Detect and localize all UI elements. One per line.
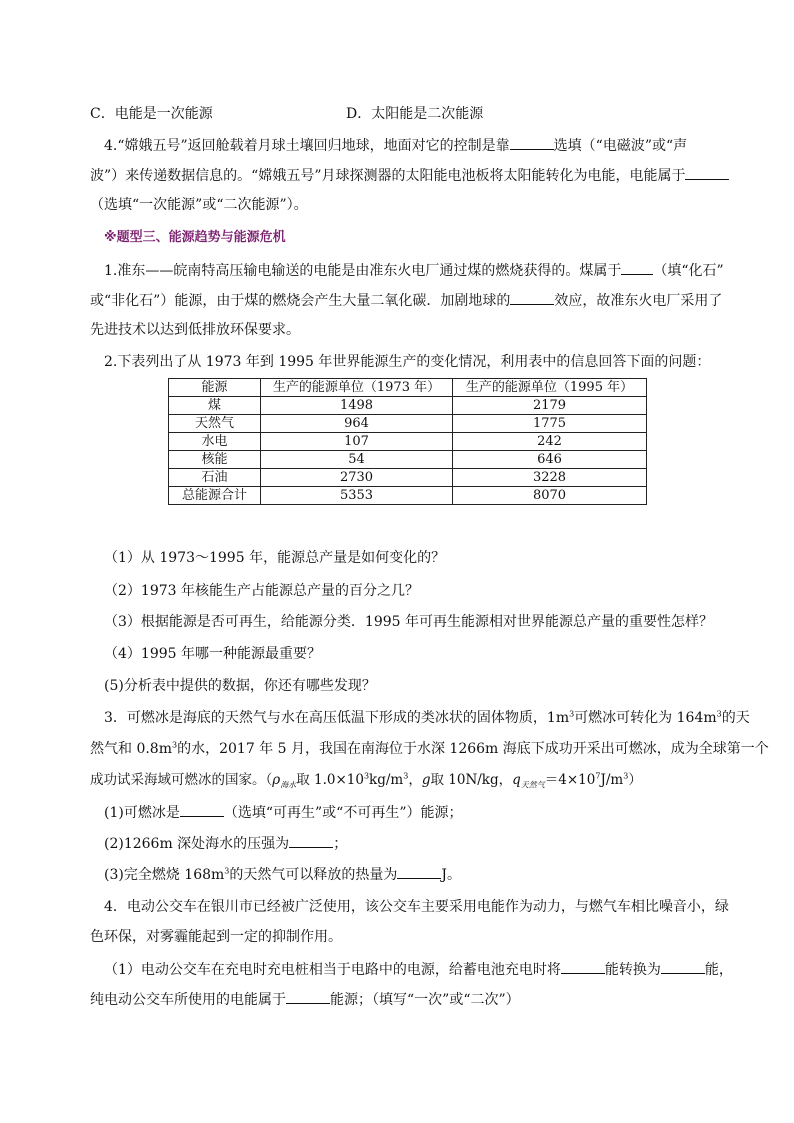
- subscript: 海水: [280, 780, 297, 790]
- table-cell: 1775: [453, 415, 647, 433]
- superscript: 3: [363, 771, 370, 781]
- answer-blank[interactable]: [621, 260, 653, 275]
- q4a-text: （选填“一次能源”或“二次能源”）。: [90, 197, 308, 213]
- q2-sub-text: （1）从 1973～1995 年，能源总产量是如何变化的？: [104, 550, 446, 566]
- q2-intro: [104, 352, 710, 372]
- subscript: 天然气: [520, 780, 545, 790]
- q1-text: 1.准东——皖南特高压输电输送的电能是由准东火电厂通过煤的燃烧获得的。煤属于: [104, 263, 622, 279]
- answer-blank[interactable]: [180, 802, 224, 817]
- table-cell: 总能源合计: [169, 487, 261, 505]
- q2-sub-text: (5)分析表中提供的数据，你还有哪些发现？: [104, 678, 376, 694]
- table-header-cell: 能源: [169, 379, 261, 397]
- option-c: [90, 104, 213, 124]
- q3-text: 的天然气可以释放的热量为: [229, 867, 398, 883]
- table-cell: 2179: [453, 397, 647, 415]
- q4a-text: 选填（“电磁波”或“声: [553, 138, 688, 154]
- table-cell: 107: [261, 433, 453, 451]
- q4b-text: 能源；（填写“一次”或“二次”）: [330, 992, 520, 1008]
- q3-text: 3．可燃冰是海底的天然气与水在高压低温下形成的类冰状的固体物质，1m: [104, 710, 570, 726]
- table-header-row: [169, 379, 647, 397]
- table-row: [169, 433, 647, 451]
- table-row: [169, 451, 647, 469]
- q3-text: 取 1.0×10: [296, 772, 364, 788]
- q2-intro-text: 2.下表列出了从 1973 年到 1995 年世界能源生产的变化情况，利用表中的信息回答下面的问题：: [104, 354, 711, 370]
- table-cell: 964: [261, 415, 453, 433]
- q1-line1: [104, 260, 724, 281]
- q4b-text: 能，: [704, 962, 733, 978]
- table-row: [169, 415, 647, 433]
- q1-line2: [90, 290, 722, 311]
- q3-text: 的天: [721, 710, 750, 726]
- table-cell: 646: [453, 451, 647, 469]
- table-row: [169, 397, 647, 415]
- q3-part2: [104, 833, 347, 854]
- q2-sub1: [104, 548, 445, 568]
- table-header-cell: 生产的能源单位（1973 年）: [261, 379, 453, 397]
- table-cell: 8070: [453, 487, 647, 505]
- q1-line3: [90, 320, 300, 340]
- q3-text: 可燃冰可转化为 164m: [574, 710, 717, 726]
- superscript: 3: [623, 771, 629, 781]
- q4b-sub1: [104, 959, 733, 980]
- q4a-text: 4.“嫦娥五号”返回舱载着月球土壤回归地球，地面对它的控制是靠: [104, 138, 510, 154]
- answer-blank[interactable]: [510, 290, 554, 305]
- q3-text: ；: [333, 836, 348, 852]
- q2-sub5: [104, 676, 376, 696]
- table-cell: 水电: [169, 433, 261, 451]
- answer-blank[interactable]: [661, 959, 705, 974]
- answer-blank[interactable]: [397, 864, 441, 879]
- q2-sub2: [104, 581, 419, 601]
- table-cell: 1498: [261, 397, 453, 415]
- q3-text: ＝4×10: [544, 772, 596, 788]
- q2-sub-text: （3）根据能源是否可再生，给能源分类．1995 年可再生能源相对世界能源总产量的重要性怎样？: [104, 614, 713, 630]
- q4b-line1: [104, 897, 729, 917]
- table-row: [169, 469, 647, 487]
- answer-blank[interactable]: [289, 833, 333, 848]
- section-title-text: ※题型三、能源趋势与能源危机: [104, 230, 286, 245]
- q4b-text: 4．电动公交车在银川市已经被广泛使用，该公交车主要采用电能作为动力，与燃气车相比噪音小，绿: [104, 899, 729, 915]
- q3-text: 的水，2017 年 5 月，我国在南海位于水深 1266m 海底下成功开采出可燃冰，成为全球第一个: [177, 741, 769, 757]
- superscript: 7: [595, 771, 601, 781]
- table-cell: 煤: [169, 397, 261, 415]
- q2-sub4: [104, 644, 321, 664]
- section-title: [104, 228, 286, 248]
- superscript: 3: [716, 709, 722, 719]
- q1-text: 先进技术以达到低排放环保要求。: [90, 322, 300, 338]
- q4a-line3: [90, 195, 308, 215]
- table-row: [169, 487, 647, 505]
- option-d: [346, 104, 483, 124]
- table-cell: 3228: [453, 469, 647, 487]
- q3-text: (3)完全燃烧 168m: [104, 867, 225, 883]
- option-d-text: D．太阳能是二次能源: [346, 106, 484, 122]
- q4b-sub2: [90, 989, 520, 1010]
- rho-symbol: ρ: [272, 772, 281, 788]
- g-symbol: g: [421, 772, 431, 788]
- q3-text: 取 10N/kg，: [430, 772, 513, 788]
- q3-text: ）: [628, 772, 642, 788]
- q1-text: 或“非化石”）能源，由于煤的燃烧会产生大量二氧化碳．加剧地球的: [90, 293, 511, 309]
- energy-production-table: [168, 378, 647, 505]
- q4b-text: 能转换为: [604, 962, 661, 978]
- q3-line2: [90, 739, 769, 759]
- table-cell: 2730: [261, 469, 453, 487]
- q2-sub-text: （4）1995 年哪一种能源最重要？: [104, 646, 321, 662]
- q3-text: kg/m: [369, 772, 404, 788]
- table-cell: 天然气: [169, 415, 261, 433]
- answer-blank[interactable]: [685, 165, 729, 180]
- q3-text: (1)可燃冰是: [104, 805, 180, 821]
- option-c-text: C．电能是一次能源: [90, 106, 213, 122]
- q4b-text: 纯电动公交车所使用的电能属于: [90, 992, 286, 1008]
- answer-blank[interactable]: [510, 135, 554, 150]
- q4b-text: （1）电动公交车在充电时充电桩相当于电路中的电源，给蓄电池充电时将: [104, 962, 561, 978]
- q3-text: 成功试采海域可燃冰的国家。（: [90, 772, 273, 788]
- q2-sub3: [104, 612, 713, 632]
- answer-blank[interactable]: [286, 989, 330, 1004]
- q3-part1: [104, 802, 462, 823]
- q4a-text: 波”）来传递数据信息的。“嫦娥五号”月球探测器的太阳能电池板将太阳能转化为电能，电能属于: [90, 168, 686, 184]
- q-symbol: q: [512, 772, 521, 788]
- q3-text: （选填“可再生”或“不可再生”）能源；: [223, 805, 463, 821]
- q3-line1: [104, 708, 750, 728]
- table-cell: 242: [453, 433, 647, 451]
- table-header-cell: 生产的能源单位（1995 年）: [453, 379, 647, 397]
- q4a-line1: [104, 135, 687, 156]
- q1-text: （填“化石”: [653, 263, 724, 279]
- q3-text: J/m: [600, 772, 624, 788]
- superscript: 3: [224, 866, 230, 876]
- q3-text: 然气和 0.8m: [90, 741, 172, 757]
- superscript: 3: [172, 740, 178, 750]
- table-cell: 核能: [169, 451, 261, 469]
- table-cell: 石油: [169, 469, 261, 487]
- q4b-line2: [90, 927, 342, 947]
- answer-blank[interactable]: [561, 959, 605, 974]
- q3-line3: [90, 770, 642, 790]
- q4a-line2: [90, 165, 729, 186]
- q1-text: 效应，故准东火电厂采用了: [554, 293, 723, 309]
- q3-text: (2)1266m 深处海水的压强为: [104, 836, 290, 852]
- q3-text: ，: [408, 772, 422, 788]
- superscript: 3: [403, 771, 409, 781]
- superscript: 3: [569, 709, 575, 719]
- table-cell: 5353: [261, 487, 453, 505]
- q2-sub-text: （2）1973 年核能生产占能源总产量的百分之几？: [104, 583, 419, 599]
- q4b-text: 色环保，对雾霾能起到一定的抑制作用。: [90, 929, 342, 945]
- q3-part3: [104, 864, 461, 885]
- q3-text: J。: [441, 867, 461, 883]
- table-cell: 54: [261, 451, 453, 469]
